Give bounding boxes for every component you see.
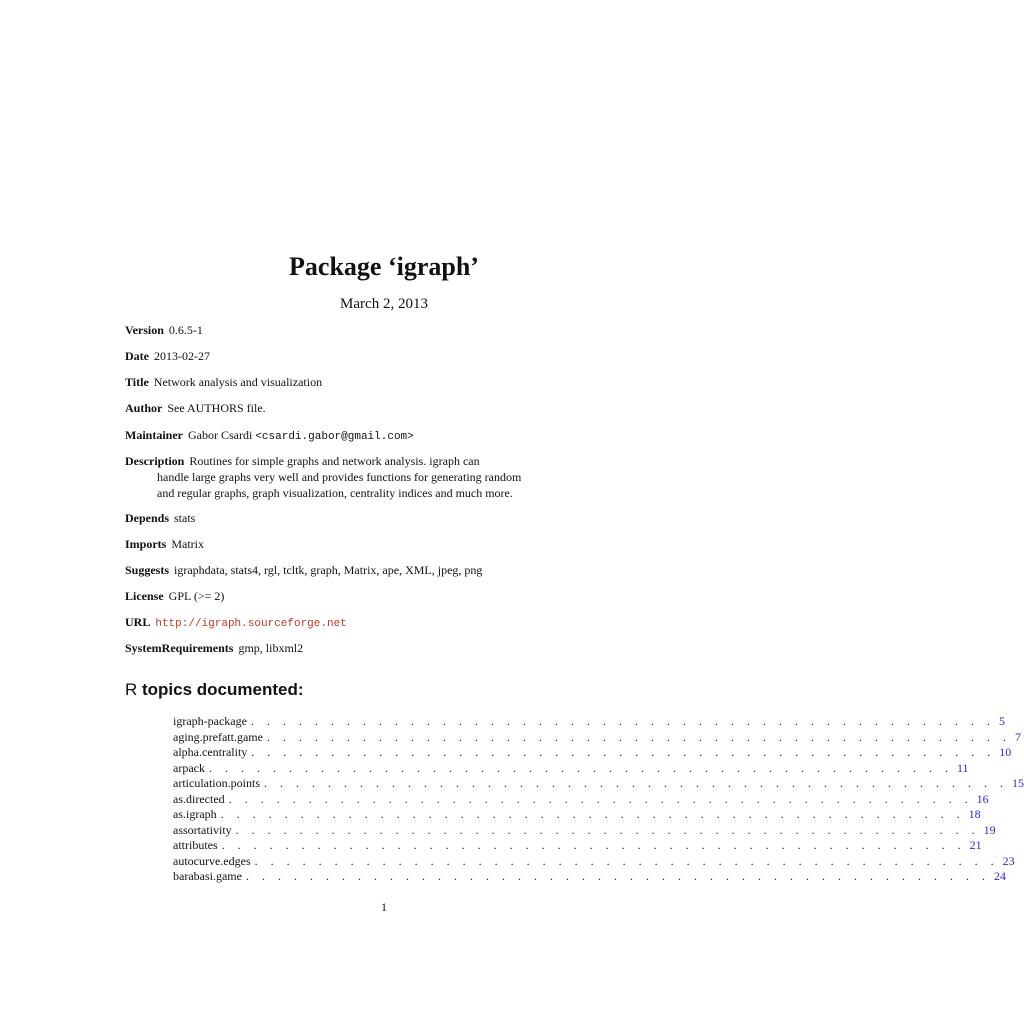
field-version: [125, 322, 203, 338]
toc-entry[interactable]: [173, 729, 1021, 745]
field-imports: [125, 536, 204, 552]
toc-leader-dots: . . . . . . . . . . . . . . . . . . . . . . . . . . . . . . . . . . . . . . . . . . . . . . .: [235, 822, 980, 837]
toc-entry-name: arpack: [173, 760, 205, 775]
field-label: Depends: [125, 511, 170, 525]
toc-entry[interactable]: [173, 713, 1005, 729]
toc-entry-name: articulation.points: [173, 776, 260, 790]
field-description: [125, 453, 521, 501]
r-letter: R: [125, 680, 138, 699]
toc-leader-dots: . . . . . . . . . . . . . . . . . . . . . . . . . . . . . . . . . . . . . . . . . . . . . . .: [263, 776, 1008, 790]
toc-leader-dots: . . . . . . . . . . . . . . . . . . . . . . . . . . . . . . . . . . . . . . . . . . . . . . .: [220, 807, 965, 821]
toc-entry-name: as.directed: [173, 791, 225, 806]
field-license: [125, 588, 224, 604]
maintainer-name: Gabor Csardi: [188, 428, 253, 442]
toc-page-link[interactable]: 23: [1002, 853, 1015, 868]
field-value: GPL (>= 2): [168, 589, 225, 603]
toc-entry[interactable]: [173, 853, 1015, 869]
maintainer-email: <csardi.gabor@gmail.com>: [255, 431, 414, 443]
toc-entry-name: igraph-package: [173, 714, 247, 728]
toc-leader-dots: . . . . . . . . . . . . . . . . . . . . . . . . . . . . . . . . . . . . . . . . . . . . . . .: [251, 745, 996, 759]
field-value: See AUTHORS file.: [167, 401, 266, 415]
field-value: gmp, libxml2: [238, 641, 304, 655]
field-label: Suggests: [125, 563, 170, 577]
field-date: [125, 348, 210, 364]
package-date: March 2, 2013: [340, 296, 428, 312]
description-line-3: and regular graphs, graph visualization, centrality indices and much more.: [157, 486, 513, 500]
toc-heading-text: topics documented:: [137, 680, 304, 699]
toc-entry-name: autocurve.edges: [173, 853, 251, 868]
field-value: Network analysis and visualization: [153, 375, 323, 389]
toc-entry-name: assortativity: [173, 822, 232, 837]
field-label: License: [125, 589, 164, 603]
field-value: 2013-02-27: [154, 349, 210, 363]
toc-entry[interactable]: [173, 791, 989, 807]
toc-entry[interactable]: [173, 760, 969, 776]
field-label: Version: [125, 323, 164, 337]
toc-leader-dots: . . . . . . . . . . . . . . . . . . . . . . . . . . . . . . . . . . . . . . . . . . . . . . .: [266, 729, 1011, 744]
toc-page-link[interactable]: 10: [999, 745, 1012, 759]
page-number: 1: [381, 900, 387, 914]
field-value: igraphdata, stats4, rgl, tcltk, graph, Matrix, ape, XML, jpeg, png: [174, 563, 483, 577]
toc-entry[interactable]: [173, 806, 981, 822]
toc-page-link[interactable]: 19: [983, 822, 996, 837]
toc-entry-name: aging.prefatt.game: [173, 729, 263, 744]
toc-entry[interactable]: [173, 822, 996, 838]
toc-leader-dots: . . . . . . . . . . . . . . . . . . . . . . . . . . . . . . . . . . . . . . . . . . . . . . .: [254, 853, 999, 868]
toc-entry[interactable]: [173, 837, 982, 853]
toc-leader-dots: . . . . . . . . . . . . . . . . . . . . . . . . . . . . . . . . . . . . . . . . . . . . . . .: [208, 760, 953, 775]
toc-leader-dots: . . . . . . . . . . . . . . . . . . . . . . . . . . . . . . . . . . . . . . . . . . . . . . .: [221, 838, 966, 852]
package-title: Package ‘igraph’: [289, 252, 479, 281]
field-label: URL: [125, 615, 151, 629]
field-label: Title: [125, 375, 149, 389]
field-label: Imports: [125, 537, 167, 551]
field-label: Description: [125, 454, 185, 468]
field-label: Author: [125, 401, 163, 415]
field-title: [125, 374, 322, 390]
field-value: Matrix: [171, 537, 205, 551]
field-value: 0.6.5-1: [168, 323, 203, 337]
toc-page-link[interactable]: 21: [969, 838, 982, 852]
field-maintainer: [125, 427, 414, 445]
toc-leader-dots: . . . . . . . . . . . . . . . . . . . . . . . . . . . . . . . . . . . . . . . . . . . . . . .: [250, 714, 995, 728]
toc-leader-dots: . . . . . . . . . . . . . . . . . . . . . . . . . . . . . . . . . . . . . . . . . . . . . . .: [228, 791, 973, 806]
toc-heading: [125, 678, 304, 702]
url-link[interactable]: http://igraph.sourceforge.net: [155, 618, 347, 630]
toc-entry-name: alpha.centrality: [173, 745, 248, 759]
field-author: [125, 400, 266, 416]
toc-entry-name: attributes: [173, 838, 218, 852]
description-line-2: handle large graphs very well and provides functions for generating random: [157, 470, 522, 484]
field-value: stats: [174, 511, 196, 525]
toc-page-link[interactable]: 5: [998, 714, 1005, 728]
toc-page-link[interactable]: 7: [1014, 729, 1021, 744]
field-suggests: [125, 562, 482, 578]
description-line-1: Routines for simple graphs and network analysis. igraph can: [189, 454, 480, 468]
toc-page-link[interactable]: 11: [956, 760, 969, 775]
toc-page-link[interactable]: 18: [968, 807, 981, 821]
toc-entry[interactable]: [173, 868, 1006, 884]
field-label: SystemRequirements: [125, 641, 234, 655]
toc-page-link[interactable]: 24: [993, 869, 1006, 883]
field-label: Maintainer: [125, 428, 183, 442]
toc-entry-name: barabasi.game: [173, 869, 242, 883]
toc-entry[interactable]: [173, 744, 1012, 760]
field-depends: [125, 510, 195, 526]
field-url: [125, 614, 347, 632]
field-sysreq: [125, 640, 303, 656]
toc-entry[interactable]: [173, 775, 1024, 791]
field-label: Date: [125, 349, 149, 363]
toc-leader-dots: . . . . . . . . . . . . . . . . . . . . . . . . . . . . . . . . . . . . . . . . . . . . . . .: [245, 869, 990, 883]
toc-page-link[interactable]: 15: [1011, 776, 1024, 790]
toc-page-link[interactable]: 16: [976, 791, 989, 806]
toc-entry-name: as.igraph: [173, 807, 217, 821]
